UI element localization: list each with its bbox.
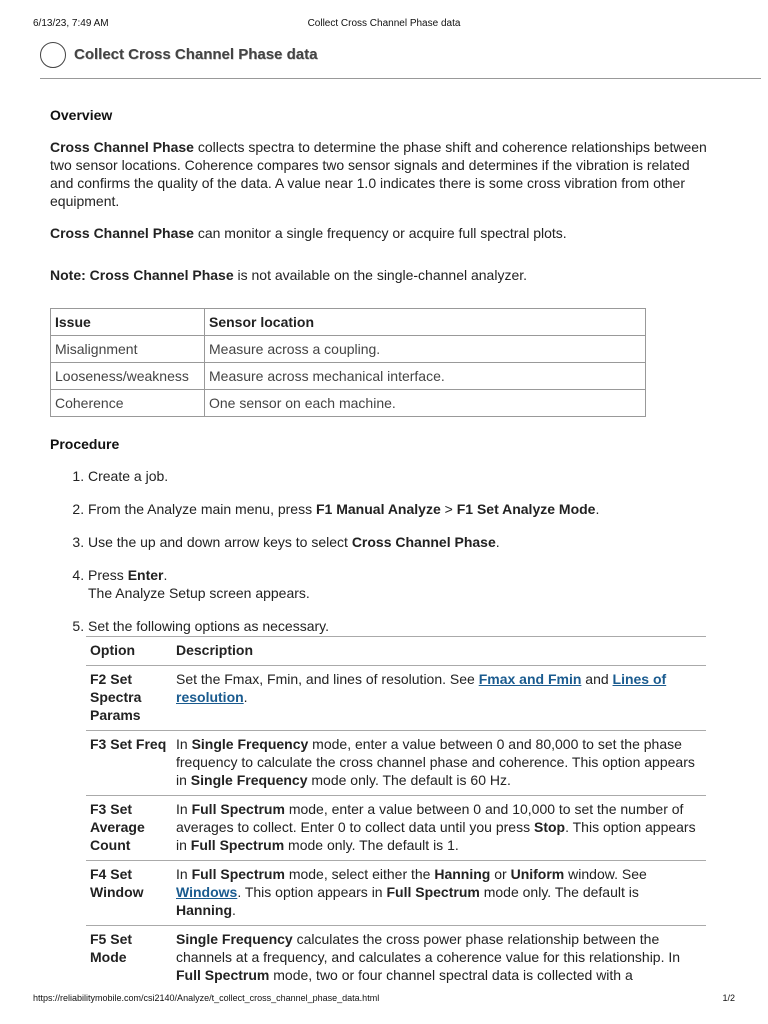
text: calculates the cross power phase relationship between the channels at a frequency, and calculates a coherence value for this relationship. In (176, 931, 681, 965)
text: . (232, 902, 236, 918)
note-label: Note: Cross Channel Phase (50, 267, 234, 283)
text: Set the Fmax, Fmin, and lines of resolution. See (176, 671, 479, 687)
option-description (172, 731, 706, 796)
key-label: Cross Channel Phase (351, 534, 496, 550)
overview-heading: Overview (50, 107, 113, 123)
text: In (176, 736, 192, 752)
term: Hanning (434, 866, 491, 882)
term: Uniform (510, 866, 565, 882)
table-row (51, 390, 646, 417)
text: In (176, 801, 192, 817)
table-cell: Misalignment (51, 336, 205, 363)
key-label: F1 Manual Analyze (316, 501, 441, 517)
option-name: F3 Set Average Count (86, 796, 172, 861)
text: In (176, 866, 192, 882)
key-label: Enter (127, 567, 164, 583)
step-text: Press (88, 567, 128, 583)
term: Cross Channel Phase (50, 139, 194, 155)
table-cell: Looseness/weakness (51, 363, 205, 390)
table-row (86, 796, 706, 861)
table-row (51, 336, 646, 363)
table-header-row (51, 309, 646, 336)
list-item (88, 500, 710, 518)
option-name: F2 Set Spectra Params (86, 666, 172, 731)
key-label: F1 Set Analyze Mode (456, 501, 596, 517)
option-name: F4 Set Window (86, 861, 172, 926)
table-row (86, 731, 706, 796)
term: Single Frequency (191, 736, 309, 752)
overview-paragraph (50, 138, 710, 210)
text: collects spectra to determine the phase shift and coherence relationships between two sensor locations. Coherence compares two sensor signals and determines if the vibration is related and confirms the quality of the data. A value near 1.0 indicates there is some cross vibration from other equipment. (50, 139, 707, 209)
step-text: From the Analyze main menu, press (88, 501, 316, 517)
title-bar (40, 42, 761, 79)
page-number: 1/2 (722, 993, 735, 1003)
text: window. See (564, 866, 647, 882)
print-header (33, 18, 735, 32)
term: Full Spectrum (191, 801, 285, 817)
term: Single Frequency (190, 772, 308, 788)
text: mode, select either the (284, 866, 435, 882)
text: can monitor a single frequency or acquire full spectral plots. (193, 225, 567, 241)
term: Hanning (176, 902, 232, 918)
step-text: . (495, 534, 500, 550)
procedure-section (50, 435, 710, 990)
main-content (50, 106, 710, 990)
step-text: > (440, 501, 457, 517)
table-cell: Coherence (51, 390, 205, 417)
column-header: Issue (51, 309, 205, 336)
circle-icon (40, 42, 66, 68)
step-text: . (595, 501, 600, 517)
overview-paragraph-2 (50, 224, 710, 242)
procedure-steps (50, 467, 710, 635)
step-text: Create a job. (88, 468, 169, 484)
step-text: Set the following options as necessary. (88, 618, 329, 634)
step-text: . (163, 567, 168, 583)
column-header: Option (86, 637, 172, 666)
text: mode, enter a value between 0 and 80,000 to set the phase frequency to calculate the cross channel phase and coherence. This option appears in (176, 736, 695, 788)
term: Cross Channel Phase (50, 225, 194, 241)
table-row (86, 666, 706, 731)
option-description (172, 796, 706, 861)
column-header: Description (172, 637, 706, 666)
text: and (581, 671, 613, 687)
table-cell: Measure across a coupling. (205, 336, 646, 363)
table-row (86, 861, 706, 926)
page-url: https://reliabilitymobile.com/csi2140/Analyze/t_collect_cross_channel_phase_data.html (33, 993, 380, 1003)
option-name: F5 Set Mode (86, 926, 172, 991)
term: Stop (533, 819, 566, 835)
term: Full Spectrum (190, 837, 285, 853)
text: mode only. The default is 1. (284, 837, 459, 853)
list-item (88, 566, 710, 602)
issues-table (50, 308, 646, 417)
step-result: The Analyze Setup screen appears. (88, 585, 310, 601)
fmax-fmin-link[interactable]: Fmax and Fmin (478, 671, 582, 687)
table-cell: One sensor on each machine. (205, 390, 646, 417)
text: or (490, 866, 511, 882)
options-table (86, 636, 706, 990)
note (50, 266, 710, 284)
column-header: Sensor location (205, 309, 646, 336)
lines-of-resolution-link[interactable]: Lines of resolution (176, 671, 667, 705)
note-text: is not available on the single-channel analyzer. (233, 267, 528, 283)
text: . This option appears in (176, 819, 696, 853)
text: mode, enter a value between 0 and 10,000 to set the number of averages to collect. Enter 0 to collect data until you press (176, 801, 684, 835)
option-name: F3 Set Freq (86, 731, 172, 796)
term: Single Frequency (176, 931, 293, 947)
procedure-heading: Procedure (50, 436, 120, 452)
text: mode only. The default is 60 Hz. (307, 772, 511, 788)
list-item (88, 533, 710, 551)
term: Full Spectrum (176, 967, 270, 983)
page-title: Collect Cross Channel Phase data (74, 46, 318, 63)
list-item (88, 617, 710, 635)
windows-link[interactable]: Windows (176, 884, 238, 900)
text: . (243, 689, 248, 705)
text: mode only. The default is (479, 884, 639, 900)
table-header-row (86, 637, 706, 666)
option-description (172, 666, 706, 731)
option-description (172, 926, 706, 991)
step-text: Use the up and down arrow keys to select (88, 534, 352, 550)
list-item (88, 467, 710, 485)
option-description (172, 861, 706, 926)
print-date: 6/13/23, 7:49 AM (33, 18, 109, 29)
text: mode, two or four channel spectral data is collected with a (269, 967, 633, 983)
term: Full Spectrum (191, 866, 285, 882)
table-cell: Measure across mechanical interface. (205, 363, 646, 390)
text: . This option appears in (237, 884, 387, 900)
term: Full Spectrum (386, 884, 480, 900)
print-title: Collect Cross Channel Phase data (307, 18, 461, 29)
table-row (51, 363, 646, 390)
table-row (86, 926, 706, 991)
